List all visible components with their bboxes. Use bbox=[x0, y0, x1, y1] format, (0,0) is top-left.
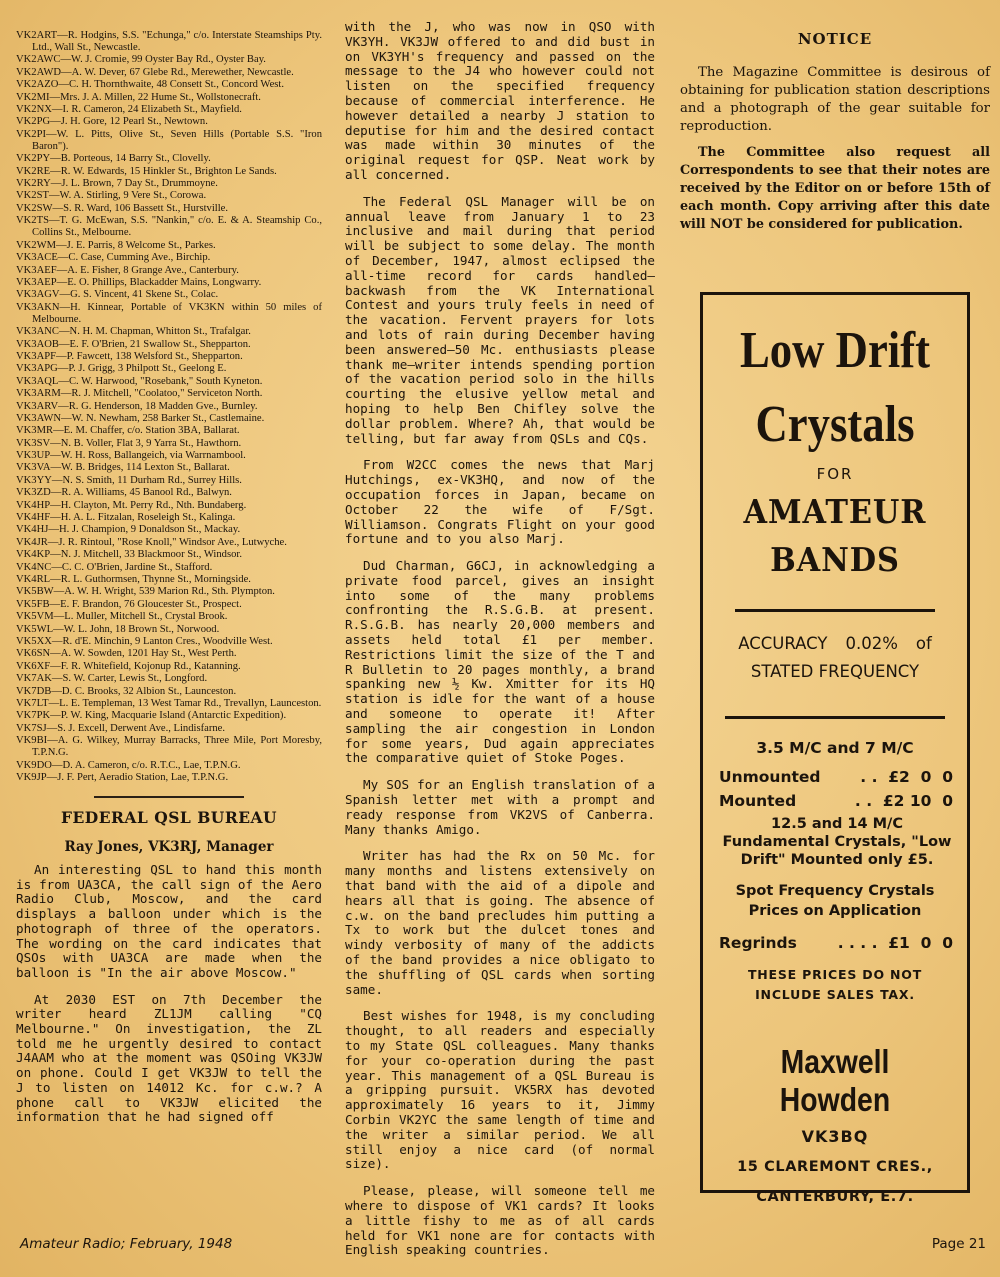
qsl-entry: VK3AOB—E. F. O'Brien, 21 Swallow St., Shepparton. bbox=[16, 338, 251, 350]
qsl-entry: VK5WL—W. L. John, 18 Brown St., Norwood. bbox=[16, 623, 220, 635]
qsl-entry: VK4HP—H. Clayton, Mt. Perry Rd., Nth. Bundaberg. bbox=[16, 499, 247, 511]
section-divider bbox=[94, 796, 244, 798]
price-value: . . £2 10 0 bbox=[854, 792, 953, 810]
advertiser-address bbox=[703, 1152, 967, 1212]
qsl-entry: VK5FB—E. F. Brandon, 76 Gloucester St., Prospect. bbox=[16, 598, 242, 610]
qsl-entry: VK9DO—D. A. Cameron, c/o. R.T.C., Lae, T.P.N.G. bbox=[16, 759, 241, 771]
notice-paragraph: The Magazine Committee is desirous of obtaining for publication station descriptions and a photograph of the gear suitable for reproduction. bbox=[680, 65, 990, 134]
qsl-entry: VK2SW—S. R. Ward, 106 Bassett St., Hurstville. bbox=[16, 202, 229, 214]
qsl-entry: VK2PG—J. H. Gore, 12 Pearl St., Newtown. bbox=[16, 116, 208, 128]
bureau-heading: FEDERAL QSL BUREAU bbox=[60, 808, 278, 828]
qsl-entry: VK2AWD—A. W. Dever, 67 Glebe Rd., Merewether, Newcastle. bbox=[16, 66, 294, 78]
price-row-unmounted bbox=[703, 765, 967, 789]
qsl-entry: VK9JP—J. F. Pert, Aeradio Station, Lae, T.P.N.G. bbox=[16, 771, 229, 783]
ad-bands: AMATEUR bbox=[743, 492, 927, 531]
address-line: CANTERBURY, E.7. bbox=[756, 1189, 914, 1205]
crystals-advertisement bbox=[700, 292, 970, 1205]
spot-line: Spot Frequency Crystals bbox=[735, 883, 935, 899]
spot-line: Prices on Application bbox=[748, 903, 922, 919]
qsl-entry: VK7DB—D. C. Brooks, 32 Albion St., Launceston. bbox=[16, 685, 237, 697]
tax-line: INCLUDE SALES TAX. bbox=[755, 987, 915, 1002]
qsl-entry: VK3APG—P. J. Grigg, 3 Philpott St., Geelong E. bbox=[16, 363, 227, 375]
ad-accuracy bbox=[703, 630, 967, 686]
qsl-entry: VK3AEP—E. O. Phillips, Blackadder Mains, Longwarry. bbox=[16, 276, 262, 288]
bureau-paragraph: Please, please, will someone tell me where to dispose of VK1 cards? It looks a little fishy to me as of all cards held for VK1 none are for contacts with English speaking countries. bbox=[345, 1183, 655, 1258]
qsl-entry: VK4HJ—H. J. Champion, 9 Donaldson St., Mackay. bbox=[16, 524, 241, 536]
qsl-entry: VK3ARV—R. G. Henderson, 18 Madden Gve., Burnley. bbox=[16, 400, 258, 412]
address-line: 15 CLAREMONT CRES., bbox=[737, 1159, 933, 1175]
price-label: Regrinds bbox=[719, 934, 797, 952]
bureau-paragraph: An interesting QSL to hand this month is from UA3CA, the call sign of the Aero Radio Club, Moscow, and the card displays a balloon under which is the photograph of three of the operators. The wording on the card indicates that QSOs with UA3CA are made when the balloon is "In the air above Moscow." bbox=[16, 862, 322, 980]
column-right bbox=[680, 30, 990, 280]
qsl-entry: VK3ANC—N. H. M. Chapman, Whitton St., Trafalgar. bbox=[16, 326, 251, 338]
ad-headline: Crystals bbox=[755, 396, 915, 453]
accuracy-label: ACCURACY bbox=[738, 634, 828, 653]
bureau-paragraph: From W2CC comes the news that Marj Hutchings, ex-VK3HQ, and now of the occupation forces in Japan, became on October 22 the wife of F/Sgt. Williamson. Congrats Flight on your good fortune and to you also Marj. bbox=[345, 457, 655, 547]
price-value: . . . . £1 0 0 bbox=[837, 934, 953, 952]
qsl-address-list bbox=[16, 30, 322, 784]
bureau-paragraph: with the J, who was now in QSO with VK3YH. VK3JW offered to and did bust in on VK3YH's frequency and passed on the message to the J4 who however could not listen on the specified frequency because of commercial interference. He however detailed a nearby J station to deputise for him and the desired contact was made within 30 minutes of the original request for QSP. Neat work by all concerned. bbox=[345, 19, 655, 182]
qsl-entry: VK3AKN—H. Kinnear, Portable of VK3KN within 50 miles of Melbourne. bbox=[16, 301, 322, 325]
column-middle bbox=[345, 19, 655, 1258]
bureau-paragraph: The Federal QSL Manager will be on annual leave from January 1 to 23 inclusive and mail during that period will be subject to some delay. The month of December, 1947, almost eclipsed the all-time record for cards handled—backwash from the VK International Contest and yours truly feels in need of the vacation. Fervent prayers for lots and lots of rain during December having been answered—50 Mc. enthusiasts please thank me—writer intends spending portion of the vacation period solo in the hills courting the elusive yellow metal and hoping to help Ben Chifley solve the dollar problem. Where? Ah, that would be telling, but far away from QSLs and CQs. bbox=[345, 193, 655, 446]
tax-line: THESE PRICES DO NOT bbox=[747, 967, 923, 982]
qsl-entry: VK9BI—A. G. Wilkey, Murray Barracks, Three Mile, Port Moresby, T.P.N.G. bbox=[16, 735, 322, 759]
qsl-entry: VK2ST—W. A. Stirling, 9 Vere St., Corowa. bbox=[16, 190, 207, 202]
qsl-entry: VK3ZD—R. A. Williams, 45 Banool Rd., Balwyn. bbox=[16, 487, 232, 499]
advertiser-callsign: VK3BQ bbox=[801, 1127, 869, 1146]
qsl-entry: VK7SJ—S. J. Excell, Derwent Ave., Lindisfarne. bbox=[16, 722, 225, 734]
qsl-entry: VK4KP—N. J. Mitchell, 33 Blackmoor St., Windsor. bbox=[16, 549, 242, 561]
qsl-entry: VK4NC—C. C. O'Brien, Jardine St., Stafford. bbox=[16, 561, 213, 573]
bureau-paragraph: Best wishes for 1948, is my concluding thought, to all readers and especially to my State QSL colleagues. Many thanks for your co-operation during the past year. This management of a QSL Bureau is a gripping pursuit. VK5RX has devoted approximately 16 years to it, Jimmy Corbin VK2YC the same length of time and the writer a similar period. We all still enjoy a nice card (of normal size). bbox=[345, 1008, 655, 1172]
ad-tax-note bbox=[703, 965, 967, 1005]
qsl-entry: VK2MI—Mrs. J. A. Millen, 22 Hume St., Wollstonecraft. bbox=[16, 91, 261, 103]
qsl-entry: VK7AK—S. W. Carter, Lewis St., Longford. bbox=[16, 673, 208, 685]
qsl-entry: VK4HF—H. A. L. Fitzalan, Roseleigh St., Kalinga. bbox=[16, 512, 236, 524]
ad-fundamental: 12.5 and 14 M/C Fundamental Crystals, "Low Drift" Mounted only £5. bbox=[722, 816, 952, 868]
qsl-entry: VK2ART—R. Hodgins, S.S. "Echunga," c/o. Interstate Steamships Pty. Ltd., Wall St., Newcastle. bbox=[16, 30, 322, 54]
qsl-entry: VK3AQL—C. W. Harwood, "Rosebank," South Kyneton. bbox=[16, 375, 263, 387]
qsl-entry: VK3YY—N. S. Smith, 11 Durham Rd., Surrey Hills. bbox=[16, 474, 242, 486]
price-row-mounted bbox=[703, 789, 967, 813]
qsl-entry: VK2WM—J. E. Parris, 8 Welcome St., Parkes. bbox=[16, 239, 216, 251]
column-left bbox=[16, 30, 322, 1216]
qsl-entry: VK2NX—I. R. Cameron, 24 Elizabeth St., Mayfield. bbox=[16, 104, 242, 116]
ad-bands: BANDS bbox=[770, 540, 900, 579]
price-value: . . £2 0 0 bbox=[860, 768, 953, 786]
qsl-entry: VK4JR—J. R. Rintoul, "Rose Knoll," Windsor Ave., Lutwyche. bbox=[16, 536, 287, 548]
qsl-entry: VK3APF—P. Fawcett, 138 Welsford St., Shepparton. bbox=[16, 350, 243, 362]
qsl-entry: VK3VA—W. B. Bridges, 114 Lexton St., Ballarat. bbox=[16, 462, 230, 474]
qsl-entry: VK2PI—W. L. Pitts, Olive St., Seven Hills (Portable S.S. "Iron Baron"). bbox=[16, 128, 322, 152]
qsl-entry: VK2AWC—W. J. Cromie, 99 Oyster Bay Rd., Oyster Bay. bbox=[16, 54, 266, 66]
qsl-entry: VK2PY—B. Porteous, 14 Barry St., Clovelly. bbox=[16, 153, 211, 165]
ad-divider bbox=[725, 716, 945, 719]
ad-spot-frequency bbox=[703, 881, 967, 921]
qsl-entry: VK6XF—F. R. Whitefield, Kojonup Rd., Katanning. bbox=[16, 660, 241, 672]
footer-publication: Amateur Radio; February, 1948 bbox=[20, 1236, 233, 1252]
advertiser-name: Maxwell Howden bbox=[779, 1043, 891, 1118]
qsl-entry: VK3ARM—R. J. Mitchell, "Coolatoo," Serviceton North. bbox=[16, 388, 263, 400]
qsl-entry: VK3AEF—A. E. Fisher, 8 Grange Ave., Canterbury. bbox=[16, 264, 239, 276]
qsl-entry: VK3AWN—W. N. Newham, 258 Barker St., Castlemaine. bbox=[16, 412, 265, 424]
qsl-entry: VK7LT—L. E. Templeman, 13 West Tamar Rd., Trevallyn, Launceston. bbox=[16, 697, 322, 709]
qsl-entry: VK3MR—E. M. Chaffer, c/o. Station 3BA, Ballarat. bbox=[16, 425, 240, 437]
qsl-entry: VK6SN—A. W. Sowden, 1201 Hay St., West Perth. bbox=[16, 648, 237, 660]
bureau-byline: Ray Jones, VK3RJ, Manager bbox=[64, 839, 274, 856]
ad-mc-heading: 3.5 M/C and 7 M/C bbox=[756, 739, 914, 757]
bureau-paragraph: My SOS for an English translation of a Spanish letter met with a prompt and ready response from VK2VS of Canberra. Many thanks Amigo. bbox=[345, 777, 655, 837]
qsl-entry: VK3SV—N. B. Voller, Flat 3, 9 Yarra St., Hawthorn. bbox=[16, 437, 242, 449]
qsl-entry: VK3UP—W. H. Ross, Ballangeich, via Warrnambool. bbox=[16, 450, 246, 462]
qsl-entry: VK5VM—L. Muller, Mitchell St., Crystal Brook. bbox=[16, 611, 228, 623]
bureau-paragraph: Writer has had the Rx on 50 Mc. for many months and listens extensively on that band with the aid of a dipole and hears all that is going. The absence of c.w. on the band precludes him putting a Tx to work but the dulcet tones and windy verbosity of many of the addicts of the band provides a nice obligato to the shuffling of QSL cards when sorting same. bbox=[345, 848, 655, 997]
qsl-entry: VK7PK—P. W. King, Macquarie Island (Antarctic Expedition). bbox=[16, 710, 287, 722]
qsl-entry: VK5BW—A. W. H. Wright, 539 Marion Rd., Sth. Plympton. bbox=[16, 586, 275, 598]
qsl-entry: VK4RL—R. L. Guthormsen, Thynne St., Morningside. bbox=[16, 574, 251, 585]
price-row-regrinds bbox=[703, 931, 967, 955]
qsl-entry: VK3AGV—G. S. Vincent, 41 Skene St., Colac. bbox=[16, 289, 219, 301]
price-label: Unmounted bbox=[719, 768, 821, 786]
accuracy-value: 0.02% bbox=[845, 634, 898, 653]
qsl-entry: VK2AZO—C. H. Thornthwaite, 48 Consett St., Concord West. bbox=[16, 79, 284, 91]
qsl-entry: VK2RY—J. L. Brown, 7 Day St., Drummoyne. bbox=[16, 178, 218, 190]
bureau-paragraph: At 2030 EST on 7th December the writer heard ZL1JM calling "CQ Melbourne." On investigation, the ZL told me he urgently desired to contact J4AAM who at the moment was QSOing VK3JW on phone. Could I get VK3JW to tell the J to listen on 14012 Kc. for c.w.? A phone call to VK3JW elicited the information that he had signed off bbox=[16, 991, 322, 1125]
price-label: Mounted bbox=[719, 792, 797, 810]
accuracy-of: of bbox=[915, 634, 932, 653]
qsl-entry: VK5XX—R. d'E. Minchin, 9 Lanton Cres., Woodville West. bbox=[16, 635, 273, 647]
notice-paragraph-bold: The Committee also request all Correspondents to see that their notes are received by the Editor on or before 15th of each month. Copy arriving after this date will NOT be considered for publication. bbox=[680, 145, 990, 232]
ad-divider bbox=[735, 609, 935, 612]
qsl-entry: VK2TS—T. G. McEwan, S.S. "Nankin," c/o. E. & A. Steamship Co., Collins St., Melbourne. bbox=[16, 215, 322, 239]
footer-page-number: Page 21 bbox=[931, 1236, 986, 1252]
ad-headline: Low Drift bbox=[739, 322, 931, 379]
bureau-paragraph: Dud Charman, G6CJ, in acknowledging a private food parcel, gives an insight into some of the many problems confronting the R.S.G.B. at present. R.S.G.B. has nearly 20,000 members and assets held total £1 per member. Restrictions limit the size of the T and R Bulletin to 20 pages monthly, a brand spanking new ½ Kw. Xmitter for its HQ station is idle for the want of a house and someone to operate it! After sampling the air congestion in London for some years, Dud again appreciates the comparative quiet of Stoke Poges. bbox=[345, 558, 655, 766]
notice-title: NOTICE bbox=[797, 30, 873, 48]
accuracy-line2: STATED FREQUENCY bbox=[750, 662, 920, 681]
ad-for: FOR bbox=[816, 465, 854, 483]
qsl-entry: VK2RE—R. W. Edwards, 15 Hinkler St., Brighton Le Sands. bbox=[16, 165, 277, 177]
qsl-entry: VK3ACE—C. Case, Cumming Ave., Birchip. bbox=[16, 252, 211, 264]
